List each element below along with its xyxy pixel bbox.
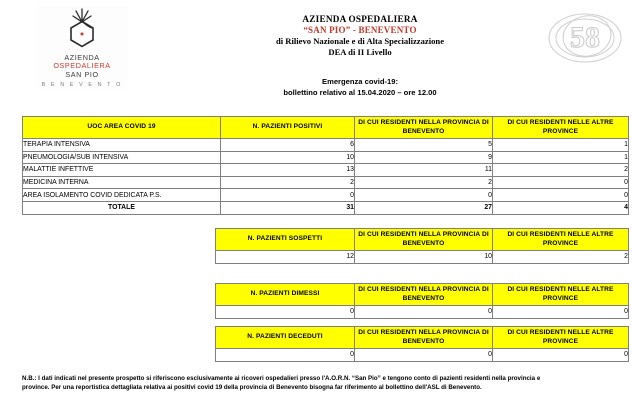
row-value-benevento: 11 xyxy=(355,164,493,177)
row-value-positivi: 0 xyxy=(221,189,355,202)
row-label-totale: TOTALE xyxy=(23,201,221,214)
value-deceduti-altre: 0 xyxy=(493,349,629,362)
table-row xyxy=(216,251,629,264)
row-value-altre: 1 xyxy=(493,139,629,152)
table-header-row xyxy=(23,117,629,139)
table-row xyxy=(23,151,629,164)
col-header-altre-province: DI CUI RESIDENTI NELLE ALTRE PROVINCE xyxy=(493,117,629,139)
hexagon-logo-icon xyxy=(36,6,128,50)
row-value-benevento: 0 xyxy=(355,189,493,202)
col-header-benevento: DI CUI RESIDENTI NELLA PROVINCIA DI BENEVENTO xyxy=(355,284,493,306)
row-value-benevento: 5 xyxy=(355,139,493,152)
col-header-altre-province: DI CUI RESIDENTI NELLE ALTRE PROVINCE xyxy=(493,284,629,306)
row-label-malattie-infettive: MALATTIE INFETTIVE xyxy=(23,164,221,177)
bulletin-line-date: bollettino relativo al 15.04.2020 – ore 12.00 xyxy=(283,88,437,97)
logo-line-ospedaliera: OSPEDALIERA xyxy=(53,61,111,71)
logo-line-azienda: AZIENDA xyxy=(64,53,100,62)
value-sospetti-altre: 2 xyxy=(493,251,629,264)
col-header-benevento: DI CUI RESIDENTI NELLA PROVINCIA DI BENEVENTO xyxy=(355,327,493,349)
table-row xyxy=(216,306,629,319)
value-deceduti-totale: 0 xyxy=(216,349,355,362)
row-value-benevento: 9 xyxy=(355,151,493,164)
title-line-dea: DEA di II Livello xyxy=(328,47,392,57)
row-value-altre: 0 xyxy=(493,189,629,202)
value-sospetti-totale: 12 xyxy=(216,251,355,264)
total-value-positivi: 31 xyxy=(221,201,355,214)
footer-note-line-1: N.B.: I dati indicati nel presente prospetto si riferiscono esclusivamente ai ricoveri ospedalieri presso l'A.O.R.N. “San Pio” e tengono conto di pazienti residenti nella provincia e xyxy=(22,375,541,382)
row-value-altre: 2 xyxy=(493,164,629,177)
title-line-san-pio-benevento: “SAN PIO” - BENEVENTO xyxy=(303,25,417,35)
pazienti-dimessi-table xyxy=(215,283,629,319)
value-sospetti-benevento: 10 xyxy=(355,251,493,264)
table-row xyxy=(23,189,629,202)
row-value-altre: 0 xyxy=(493,176,629,189)
page-title xyxy=(190,14,530,57)
row-value-positivi: 13 xyxy=(221,164,355,177)
sospetti-table-container xyxy=(215,228,628,264)
col-header-sospetti: N. PAZIENTI SOSPETTI xyxy=(216,229,355,251)
table-row xyxy=(23,176,629,189)
col-header-altre-province: DI CUI RESIDENTI NELLE ALTRE PROVINCE xyxy=(493,327,629,349)
row-value-positivi: 10 xyxy=(221,151,355,164)
row-label-area-isolamento: AREA ISOLAMENTO COVID DEDICATA P.S. xyxy=(23,189,221,202)
col-header-positivi: N. PAZIENTI POSITIVI xyxy=(221,117,355,139)
total-value-benevento: 27 xyxy=(355,201,493,214)
main-table-container xyxy=(22,116,628,215)
title-line-rilievo-nazionale: di Rilievo Nazionale e di Alta Specializzazione xyxy=(275,36,445,46)
pazienti-sospetti-table xyxy=(215,228,629,264)
col-header-altre-province: DI CUI RESIDENTI NELLE ALTRE PROVINCE xyxy=(493,229,629,251)
footer-note-line-2: province. Per una reportistica dettagliata relativa ai positivi covid 19 della provincia di Benevento bisogna far riferimento al bollettino dell'ASL di Benevento. xyxy=(22,384,482,392)
value-dimessi-totale: 0 xyxy=(216,306,355,319)
table-row xyxy=(23,164,629,177)
row-label-medicina-interna: MEDICINA INTERNA xyxy=(23,176,221,189)
watermark-number: 58 xyxy=(570,21,600,54)
footer-note xyxy=(22,374,632,393)
watermark-58-icon xyxy=(546,8,624,68)
col-header-uoc: UOC AREA COVID 19 xyxy=(23,117,221,139)
table-row xyxy=(23,139,629,152)
logo-line-sanpio: SAN PIO xyxy=(65,69,99,79)
hospital-logo xyxy=(36,6,128,89)
row-value-benevento: 2 xyxy=(355,176,493,189)
covid-wards-table xyxy=(22,116,629,215)
row-value-positivi: 2 xyxy=(221,176,355,189)
bulletin-line-emergenza: Emergenza covid-19: xyxy=(322,77,398,86)
col-header-benevento: DI CUI RESIDENTI NELLA PROVINCIA DI BENEVENTO xyxy=(355,117,493,139)
dimessi-table-container xyxy=(215,283,628,319)
deceduti-table-container xyxy=(215,326,628,362)
table-header-row xyxy=(216,284,629,306)
value-dimessi-altre: 0 xyxy=(493,306,629,319)
table-row-total xyxy=(23,201,629,214)
row-label-terapia-intensiva: TERAPIA INTENSIVA xyxy=(23,139,221,152)
value-dimessi-benevento: 0 xyxy=(355,306,493,319)
logo-line-city: B E N E V E N T O xyxy=(41,82,123,89)
pazienti-deceduti-table xyxy=(215,326,629,362)
col-header-dimessi: N. PAZIENTI DIMESSI xyxy=(216,284,355,306)
col-header-deceduti: N. PAZIENTI DECEDUTI xyxy=(216,327,355,349)
table-row xyxy=(216,349,629,362)
row-label-pneumologia: PNEUMOLOGIA/SUB INTENSIVA xyxy=(23,151,221,164)
table-header-row xyxy=(216,229,629,251)
title-line-azienda-ospedaliera: AZIENDA OSPEDALIERA xyxy=(302,14,418,24)
bulletin-subtitle xyxy=(190,76,530,98)
value-deceduti-benevento: 0 xyxy=(355,349,493,362)
document-header xyxy=(0,0,632,108)
table-header-row xyxy=(216,327,629,349)
col-header-benevento: DI CUI RESIDENTI NELLA PROVINCIA DI BENEVENTO xyxy=(355,229,493,251)
total-value-altre: 4 xyxy=(493,201,629,214)
row-value-altre: 1 xyxy=(493,151,629,164)
row-value-positivi: 6 xyxy=(221,139,355,152)
